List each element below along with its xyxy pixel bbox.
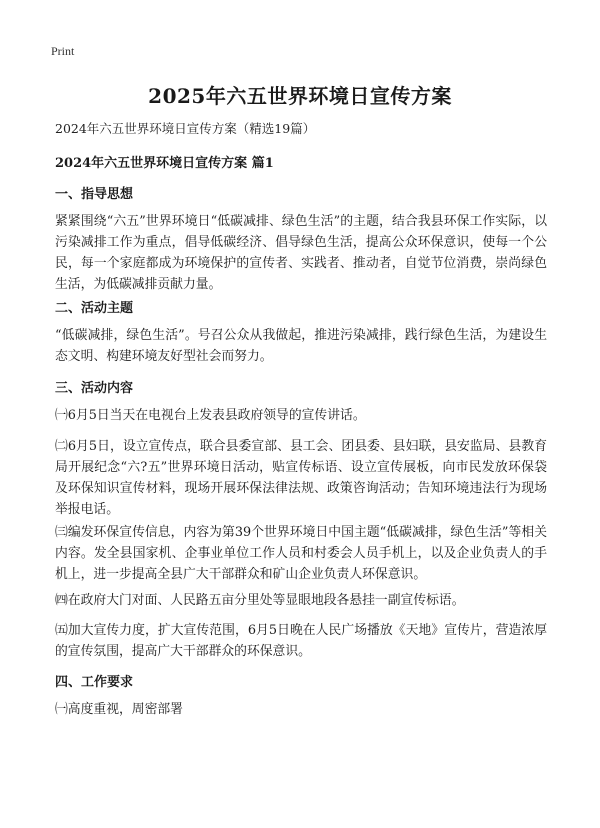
list-item-content-4: ㈣在政府大门对面、人民路五亩分里处等显眼地段各悬挂一副宣传标语。 <box>55 593 465 608</box>
list-item-content-3: ㈢编发环保宣传信息，内容为第39个世界环境日中国主题“低碳减排，绿色生活”等相关内容。发全县国家机、企事业单位工作人员和村委会人员手机上，以及企业负责人的手机上，进一步提高全县广大干部群众和矿山企业负责人环保意识。 <box>55 525 547 582</box>
section-heading-activity-theme: 二、活动主题 <box>55 301 134 316</box>
paragraph-activity-theme: “低碳减排，绿色生活”。号召公众从我做起，推进污染减排，践行绿色生活，为建设生态文明、构建环境友好型社会而努力。 <box>55 328 547 364</box>
section-heading-guiding-ideology: 一、指导思想 <box>55 187 134 202</box>
section-heading-work-requirements: 四、工作要求 <box>55 675 134 690</box>
page-title: 2025年六五世界环境日宣传方案 <box>148 84 452 108</box>
paragraph-guiding-ideology: 紧紧围绕“六五”世界环境日“低碳减排、绿色生活”的主题，结合我县环保工作实际，以污染减排工作为重点，倡导低碳经济、倡导绿色生活，提高公众环保意识，使每一个公民，每一个家庭都成为环境保护的宣传者、实践者、推动者，自觉节位消费，崇尚绿色生活，为低碳减排贡献力量。 <box>55 214 547 292</box>
list-item-content-2: ㈡6月5日，设立宣传点，联合县委宣部、县工会、团县委、县妇联，县安监局、县教育局开展纪念“六?五”世界环境日活动，贴宣传标语、设立宣传展板，向市民发放环保袋及环保知识宣传材料，现场开展环保法律法规、政策咨询活动；告知环境违法行为现场举报电话。 <box>55 439 547 517</box>
document-subtitle: 2024年六五世界环境日宣传方案（精选19篇） <box>55 121 316 136</box>
list-item-requirement-1: ㈠高度重视，周密部署 <box>55 702 183 717</box>
list-item-content-5: ㈤加大宣传力度，扩大宣传范围，6月5日晚在人民广场播放《天地》宣传片，营造浓厚的宣传氛围，提高广大干部群众的环保意识。 <box>55 623 547 659</box>
chapter-heading: 2024年六五世界环境日宣传方案 篇1 <box>55 156 274 171</box>
list-item-content-1: ㈠6月5日当天在电视台上发表县政府领导的宣传讲话。 <box>55 408 366 423</box>
print-label: Print <box>51 44 75 58</box>
section-heading-activity-content: 三、活动内容 <box>55 381 134 396</box>
